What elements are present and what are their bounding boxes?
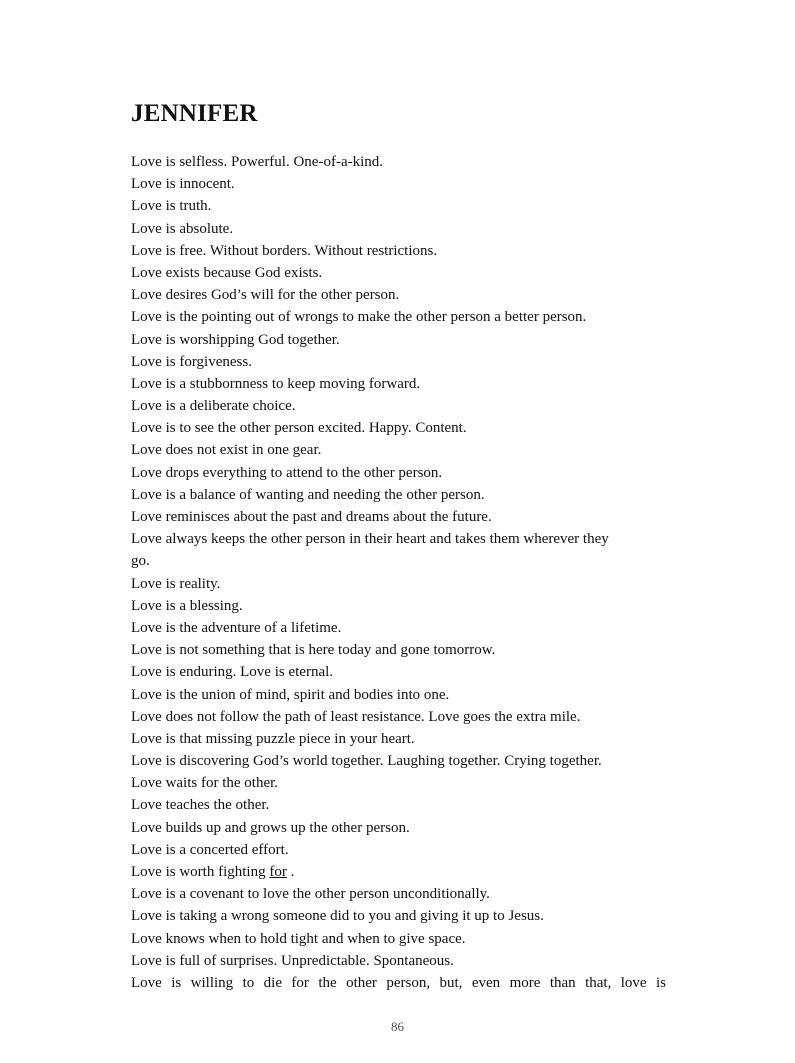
chapter-title: JENNIFER xyxy=(131,100,258,127)
text-line: Love is a stubbornness to keep moving forward. xyxy=(131,375,421,392)
page-number: 86 xyxy=(391,1019,404,1034)
text-line: Love is a concerted effort. xyxy=(131,841,289,858)
text-line: Love is free. Without borders. Without restrictions. xyxy=(131,242,438,259)
text-line: Love is that missing puzzle piece in your heart. xyxy=(131,730,415,747)
text-line: Love does not exist in one gear. xyxy=(131,442,322,459)
text-line: Love is a balance of wanting and needing the other person. xyxy=(131,486,485,503)
text-line: Love is discovering God’s world together. Laughing together. Crying together. xyxy=(131,753,602,770)
text-line: Love is selfless. Powerful. One-of-a-kind. xyxy=(131,154,384,170)
text-line: Love always keeps the other person in their heart and takes them wherever they xyxy=(131,531,609,548)
text-line: Love does not follow the path of least resistance. Love goes the extra mile. xyxy=(131,708,581,725)
text-line: Love builds up and grows up the other person. xyxy=(131,819,410,836)
worth-line-after: . xyxy=(286,864,295,880)
text-line-worth-fighting xyxy=(131,861,666,883)
text-line: Love is a blessing. xyxy=(131,597,243,614)
text-line: Love is the pointing out of wrongs to make the other person a better person. xyxy=(131,309,587,326)
text-line: Love is a deliberate choice. xyxy=(131,398,296,415)
poem-body xyxy=(131,151,666,994)
text-line: Love is truth. xyxy=(131,198,212,215)
text-line: Love is reality. xyxy=(131,575,221,592)
text-line: Love waits for the other. xyxy=(131,775,279,792)
text-line: Love is not something that is here today and gone tomorrow. xyxy=(131,642,496,659)
text-line: Love is a covenant to love the other person unconditionally. xyxy=(131,886,490,903)
text-line: go. xyxy=(131,553,150,570)
text-line: Love is full of surprises. Unpredictable. Spontaneous. xyxy=(131,952,454,969)
text-line: Love is the adventure of a lifetime. xyxy=(131,619,342,636)
text-line: Love is worshipping God together. xyxy=(131,331,340,348)
text-line: Love is enduring. Love is eternal. xyxy=(131,664,334,681)
text-line: Love exists because God exists. xyxy=(131,264,323,281)
text-line: Love knows when to hold tight and when to give space. xyxy=(131,930,466,947)
text-line: Love teaches the other. xyxy=(131,797,270,814)
text-line: Love is taking a wrong someone did to you and giving it up to Jesus. xyxy=(131,908,544,925)
text-line: Love is the union of mind, spirit and bodies into one. xyxy=(131,686,450,703)
underlined-word: for xyxy=(269,864,287,880)
text-line: Love reminisces about the past and dreams about the future. xyxy=(131,509,492,525)
text-line: Love drops everything to attend to the other person. xyxy=(131,464,443,481)
worth-line-before: Love is worth fighting xyxy=(131,864,270,880)
text-line: Love is willing to die for the other person, but, even more than that, love is xyxy=(131,974,666,991)
text-line: Love is absolute. xyxy=(131,220,234,237)
text-line: Love is forgiveness. xyxy=(131,353,252,370)
text-line: Love is innocent. xyxy=(131,176,235,193)
text-line: Love desires God’s will for the other person. xyxy=(131,287,400,304)
text-line: Love is to see the other person excited. Happy. Content. xyxy=(131,420,467,437)
